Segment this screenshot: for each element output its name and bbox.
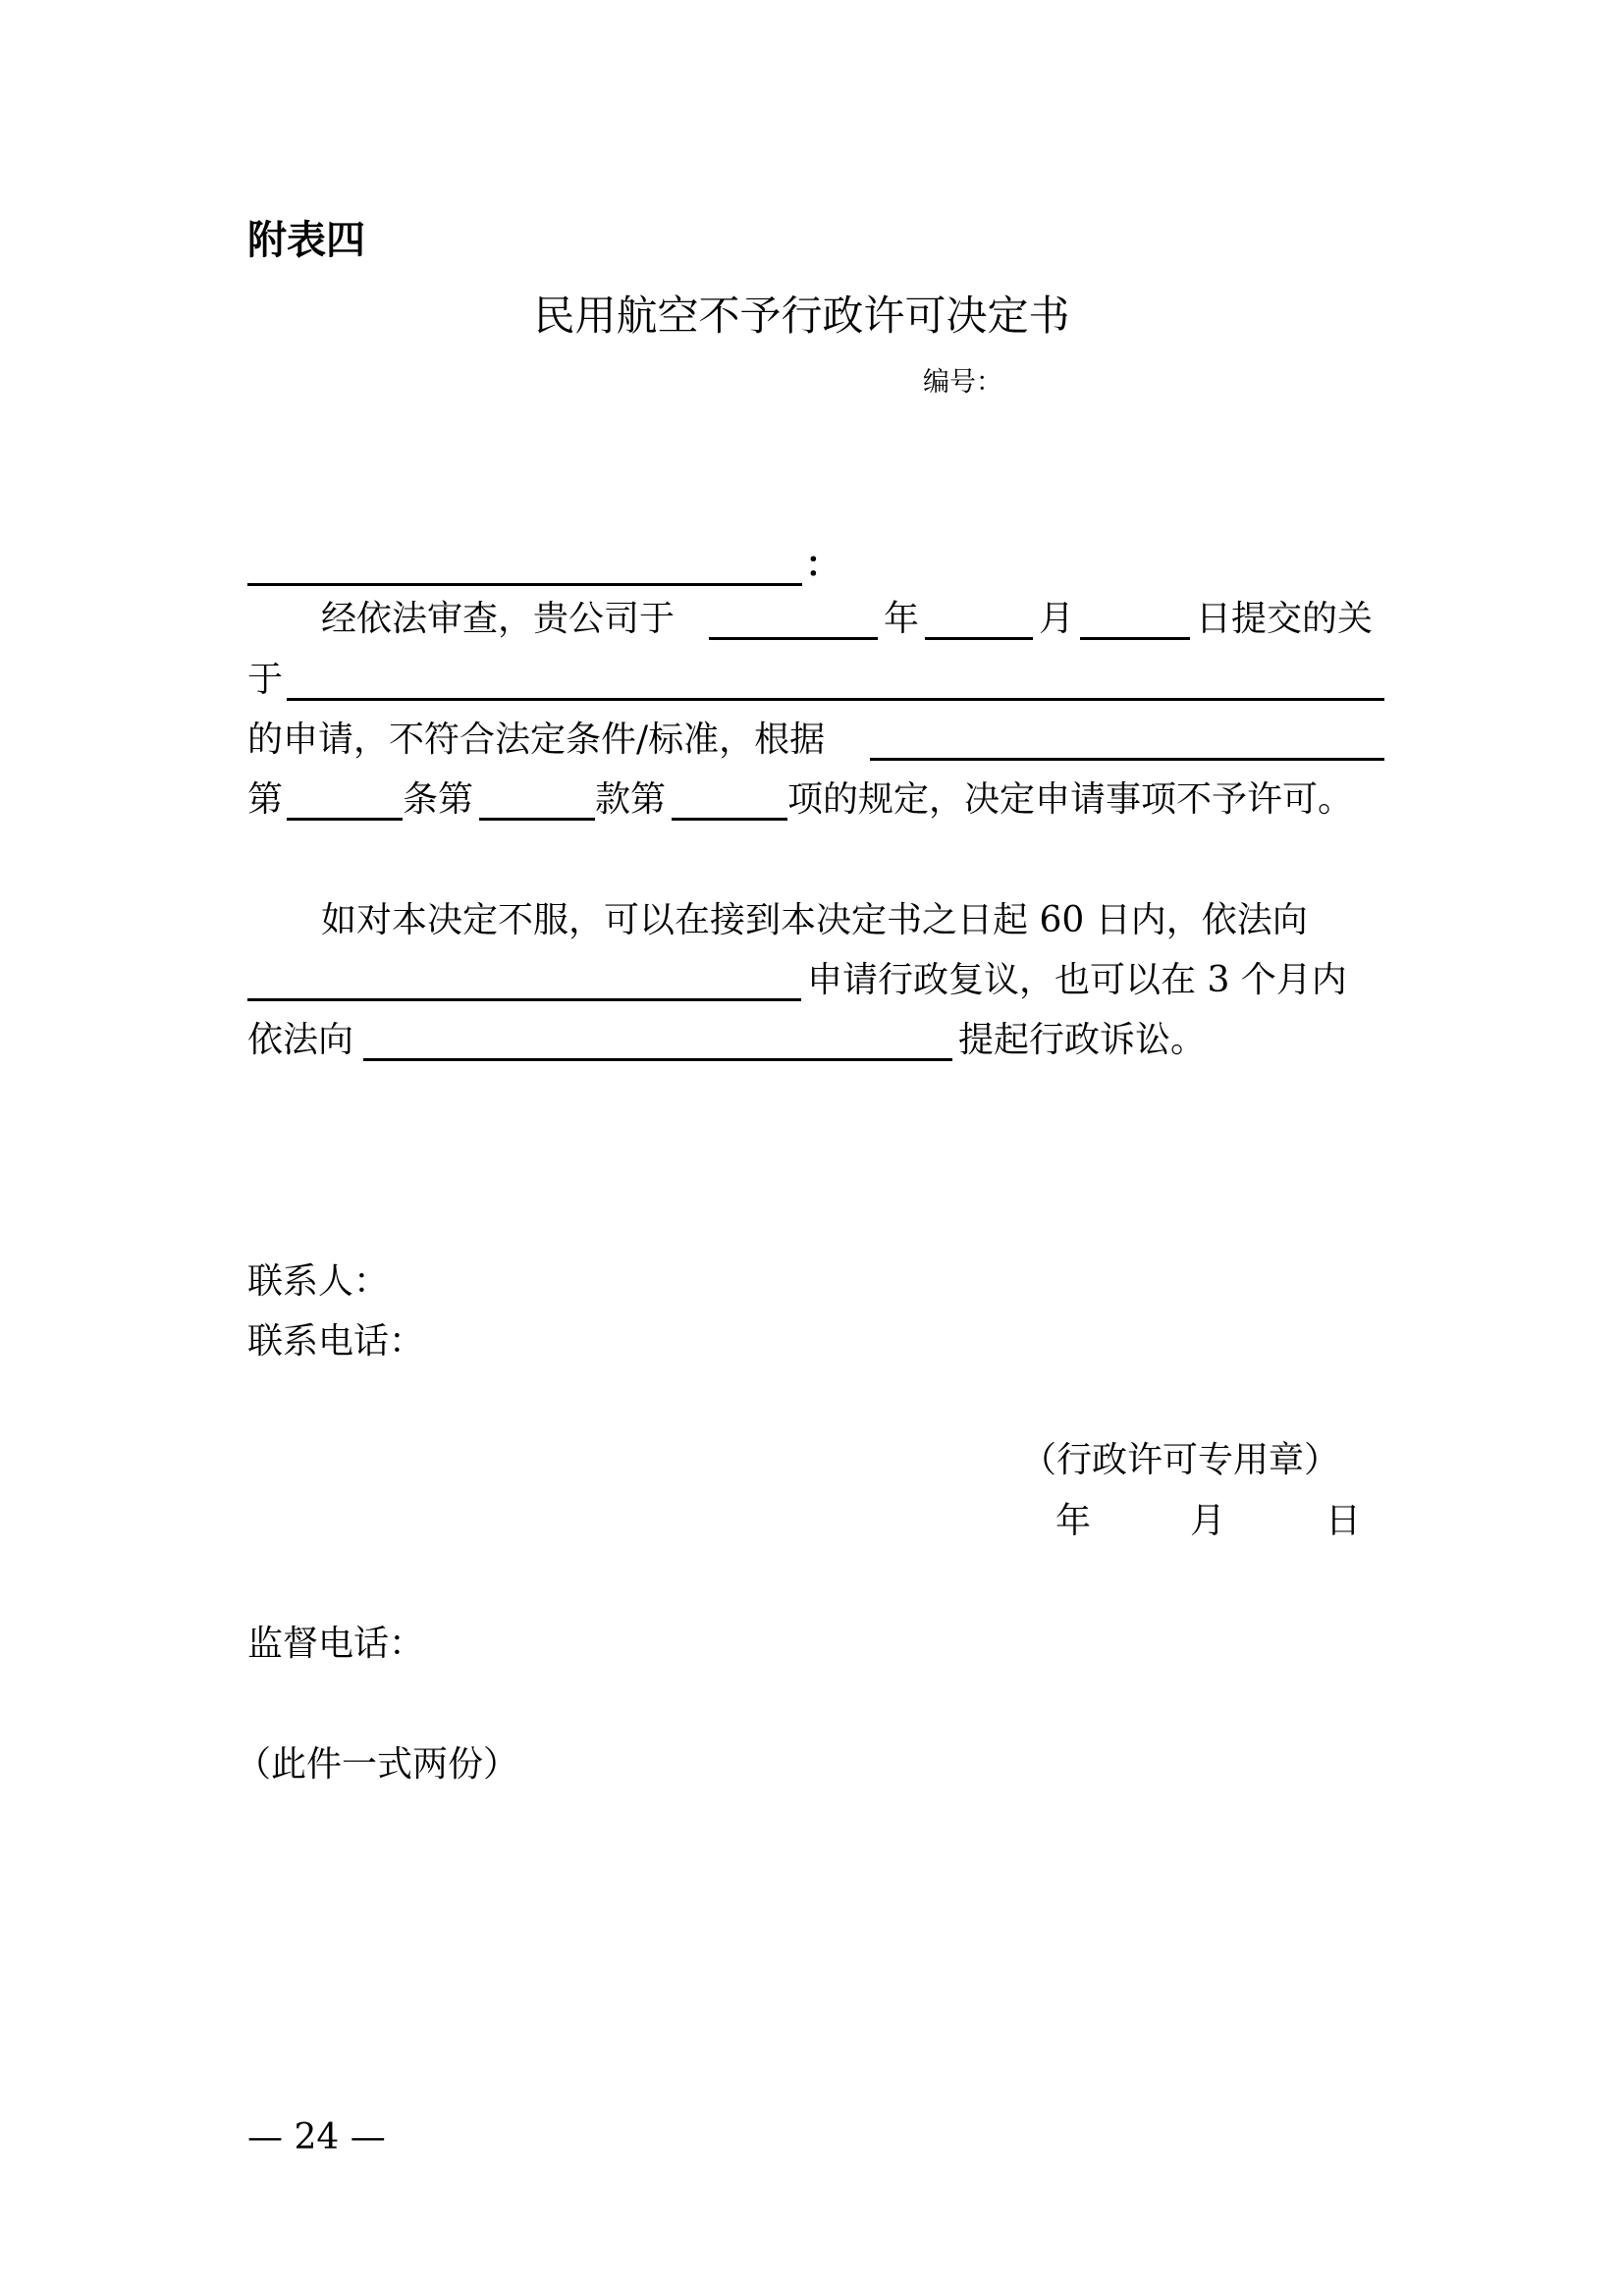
recipient-line [247,536,1384,595]
clause-blank [479,776,595,821]
paragraph-2-line-1 [247,891,1384,950]
regarding-text: 于 [247,660,284,700]
paragraph-1-line-4 [247,771,1384,829]
application-subject-blank [287,657,1384,701]
paragraph-2-line-3 [247,1011,1384,1070]
article-blank [287,776,403,821]
attachment-label: 附表四 [247,218,365,263]
paragraph-1-line-2 [247,651,1384,710]
submission-text: 经依法审查，贵公司于 [321,599,676,639]
copies-note: （此件一式两份） [236,1744,519,1785]
supervision-phone-label: 监督电话： [247,1624,425,1664]
recipient-blank [247,542,802,586]
document-title: 民用航空不予行政许可决定书 [533,292,1070,340]
review-authority-blank [247,957,801,1001]
page-number: — 24 — [247,2117,386,2158]
item-blank [672,776,787,821]
month-label: 月 [1039,599,1075,639]
seal-day-label: 日 [1325,1501,1362,1541]
noncompliance-text: 的申请，不符合法定条件/标准，根据 [247,720,826,760]
day-submitted-text: 日提交的关 [1196,599,1374,639]
article-label: 第 [247,779,284,820]
paragraph-1-line-3 [247,711,1384,770]
document-number-label: 编号： [923,367,1002,398]
contact-phone-label: 联系电话： [247,1321,425,1362]
day-blank [1080,596,1190,640]
month-blank [925,596,1033,640]
litigation-suffix: 提起行政诉讼。 [958,1020,1207,1060]
year-blank [709,596,878,640]
appeal-text: 如对本决定不服，可以在接到本决定书之日起 60 日内，依法向 [321,900,1308,940]
year-label: 年 [884,599,920,639]
seal-year-label: 年 [1055,1501,1092,1541]
legal-basis-blank [870,717,1384,761]
litigation-prefix: 依法向 [247,1020,354,1060]
seal-month-label: 月 [1190,1501,1226,1541]
item-label: 款第 [595,779,667,820]
contact-person-label: 联系人： [247,1261,390,1302]
paragraph-2-line-2 [247,951,1384,1010]
official-seal-label: （行政许可专用章） [1021,1440,1340,1480]
recipient-colon: ： [805,545,841,585]
review-text: 申请行政复议，也可以在 3 个月内 [807,960,1347,1000]
paragraph-1-line-1 [247,590,1384,649]
clause-label: 条第 [403,779,474,820]
decision-text: 项的规定，决定申请事项不予许可。 [787,779,1354,820]
court-blank [363,1017,952,1061]
